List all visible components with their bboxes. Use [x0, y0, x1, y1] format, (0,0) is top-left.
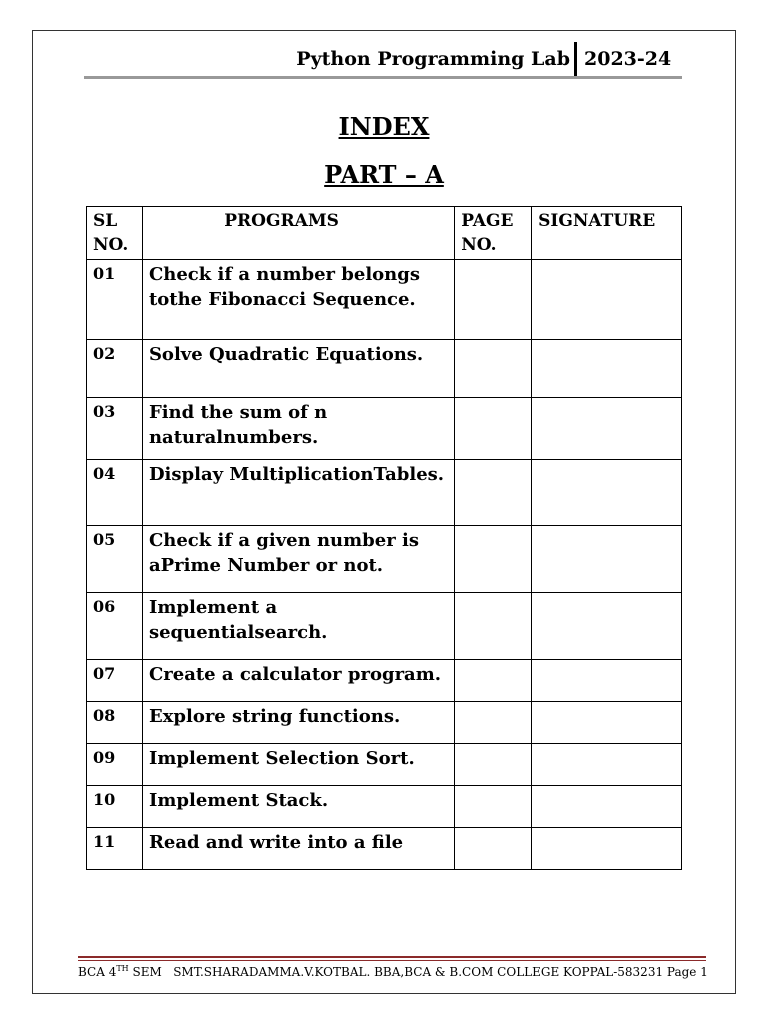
sl-no: 07 [87, 660, 143, 702]
page-no-cell [455, 460, 532, 526]
signature-cell [532, 660, 682, 702]
table-row [87, 702, 682, 744]
table-row [87, 340, 682, 398]
program-name: Read and write into a file [142, 828, 454, 870]
signature-cell [532, 593, 682, 660]
signature-cell [532, 786, 682, 828]
program-name: Implement Selection Sort. [142, 744, 454, 786]
table-row [87, 460, 682, 526]
signature-cell [532, 526, 682, 593]
page-no-cell [455, 593, 532, 660]
signature-cell [532, 340, 682, 398]
signature-cell [532, 702, 682, 744]
col-header-sl: SL NO. [87, 207, 143, 260]
signature-cell [532, 260, 682, 340]
col-header-page: PAGE NO. [455, 207, 532, 260]
page-no-cell [455, 828, 532, 870]
table-row [87, 593, 682, 660]
page-header [84, 40, 682, 78]
program-name: Implement a sequentialsearch. [142, 593, 454, 660]
header-separator [574, 42, 577, 76]
page-no-cell [455, 786, 532, 828]
sl-no: 05 [87, 526, 143, 593]
page-no-cell [455, 702, 532, 744]
page-no-cell [455, 744, 532, 786]
program-name: Display MultiplicationTables. [142, 460, 454, 526]
sl-no: 09 [87, 744, 143, 786]
table-row [87, 526, 682, 593]
footer-rule-thin [78, 960, 706, 961]
signature-cell [532, 460, 682, 526]
footer-college: SMT.SHARADAMMA.V.KOTBAL. BBA,BCA & B.COM COLLEGE KOPPAL-583231 [173, 965, 664, 979]
program-name: Check if a number belongs tothe Fibonacci Sequence. [142, 260, 454, 340]
table-header-row [87, 207, 682, 260]
col-header-programs: PROGRAMS [142, 207, 454, 260]
sl-no: 11 [87, 828, 143, 870]
footer-course-sup: TH [116, 964, 129, 973]
program-name: Explore string functions. [142, 702, 454, 744]
page-no-cell [455, 660, 532, 702]
page-footer [78, 964, 708, 979]
footer-rule [78, 956, 706, 958]
footer-course: BCA 4 [78, 965, 117, 979]
table-row [87, 786, 682, 828]
table-row [87, 260, 682, 340]
sl-no: 01 [87, 260, 143, 340]
index-table [86, 206, 682, 870]
sl-no: 06 [87, 593, 143, 660]
signature-cell [532, 828, 682, 870]
sl-no: 10 [87, 786, 143, 828]
header-year: 2023-24 [584, 48, 672, 70]
program-name: Create a calculator program. [142, 660, 454, 702]
program-name: Find the sum of n naturalnumbers. [142, 398, 454, 460]
sl-no: 08 [87, 702, 143, 744]
table-body [87, 260, 682, 870]
page-no-cell [455, 260, 532, 340]
table-row [87, 660, 682, 702]
header-rule [84, 76, 682, 79]
table-row [87, 744, 682, 786]
sl-no: 03 [87, 398, 143, 460]
page-no-cell [455, 340, 532, 398]
sl-no: 04 [87, 460, 143, 526]
col-header-signature: SIGNATURE [532, 207, 682, 260]
program-name: Implement Stack. [142, 786, 454, 828]
program-name: Check if a given number is aPrime Number or not. [142, 526, 454, 593]
footer-page-number: Page 1 [666, 965, 708, 979]
table-row [87, 398, 682, 460]
footer-course-suffix: SEM [128, 965, 162, 979]
signature-cell [532, 398, 682, 460]
header-title: Python Programming Lab [296, 48, 570, 70]
program-name: Solve Quadratic Equations. [142, 340, 454, 398]
index-title: INDEX [338, 112, 430, 141]
sl-no: 02 [87, 340, 143, 398]
page-no-cell [455, 398, 532, 460]
signature-cell [532, 744, 682, 786]
page-no-cell [455, 526, 532, 593]
part-title: PART – A [324, 160, 444, 189]
table-row [87, 828, 682, 870]
